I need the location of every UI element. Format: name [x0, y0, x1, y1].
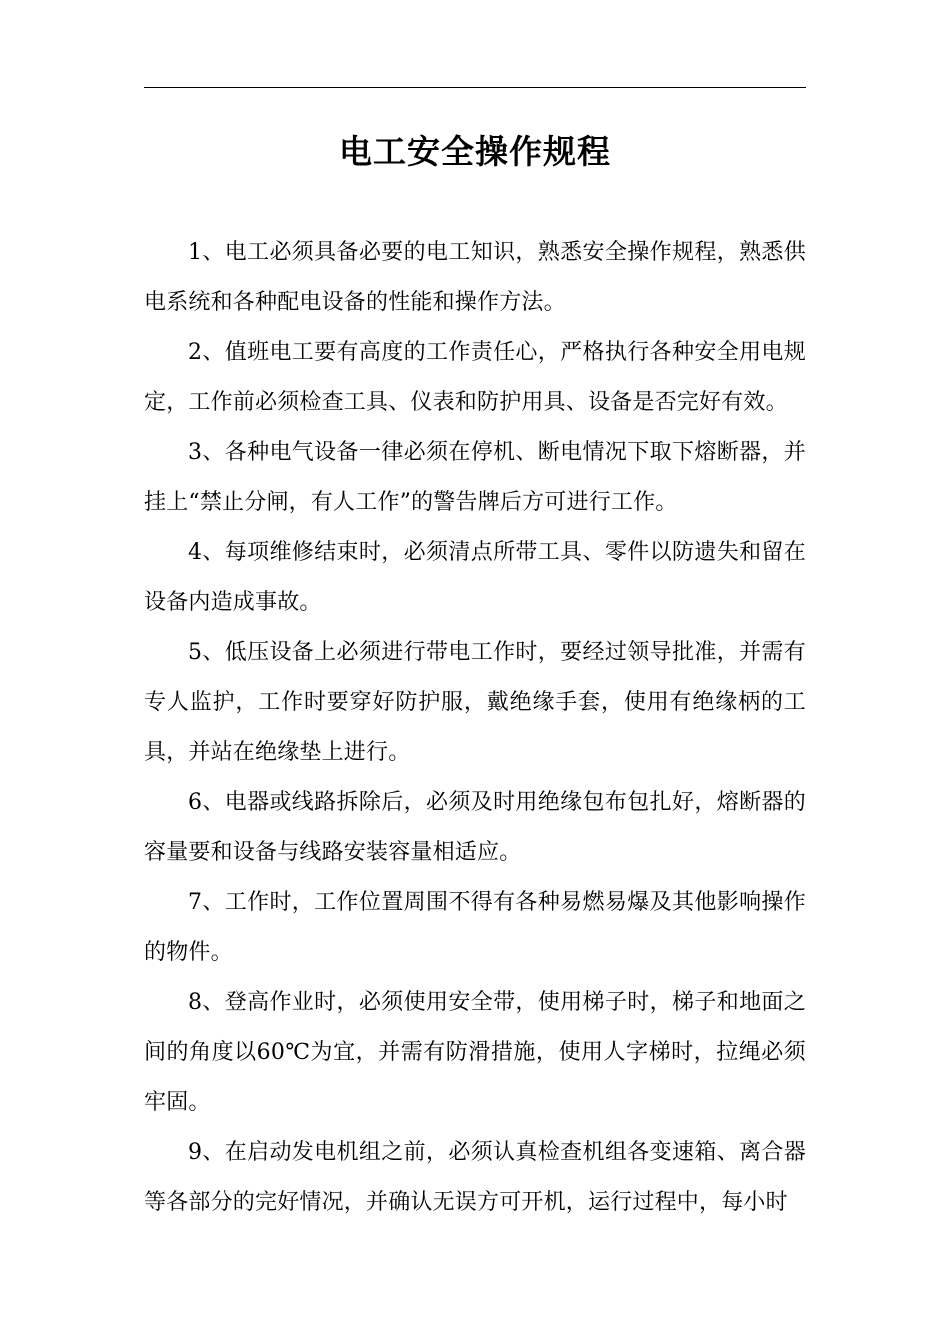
paragraph-1: 1、电工必须具备必要的电工知识，熟悉安全操作规程，熟悉供电系统和各种配电设备的性能和操作方法。 [144, 240, 806, 315]
header-rule [144, 87, 806, 88]
document-body [144, 228, 806, 1228]
paragraph-8: 8、登高作业时，必须使用安全带，使用梯子时，梯子和地面之间的角度以60℃为宜，并需有防滑措施，使用人字梯时，拉绳必须牢固。 [144, 990, 806, 1115]
paragraph-7: 7、工作时，工作位置周围不得有各种易燃易爆及其他影响操作的物件。 [144, 890, 806, 965]
paragraph-4: 4、每项维修结束时，必须清点所带工具、零件以防遗失和留在设备内造成事故。 [144, 540, 806, 615]
paragraph-6: 6、电器或线路拆除后，必须及时用绝缘包布包扎好，熔断器的容量要和设备与线路安装容量相适应。 [144, 790, 806, 865]
paragraph-2: 2、值班电工要有高度的工作责任心，严格执行各种安全用电规定，工作前必须检查工具、仪表和防护用具、设备是否完好有效。 [144, 340, 806, 415]
paragraph-9: 9、在启动发电机组之前，必须认真检查机组各变速箱、离合器等各部分的完好情况，并确认无误方可开机，运行过程中，每小时 [144, 1140, 806, 1215]
paragraph-5: 5、低压设备上必须进行带电工作时，要经过领导批准，并需有专人监护，工作时要穿好防护服，戴绝缘手套，使用有绝缘柄的工具，并站在绝缘垫上进行。 [144, 640, 806, 765]
paragraph-3: 3、各种电气设备一律必须在停机、断电情况下取下熔断器，并挂上“禁止分闸，有人工作”的警告牌后方可进行工作。 [144, 440, 806, 515]
document-title: 电工安全操作规程 [339, 132, 611, 171]
